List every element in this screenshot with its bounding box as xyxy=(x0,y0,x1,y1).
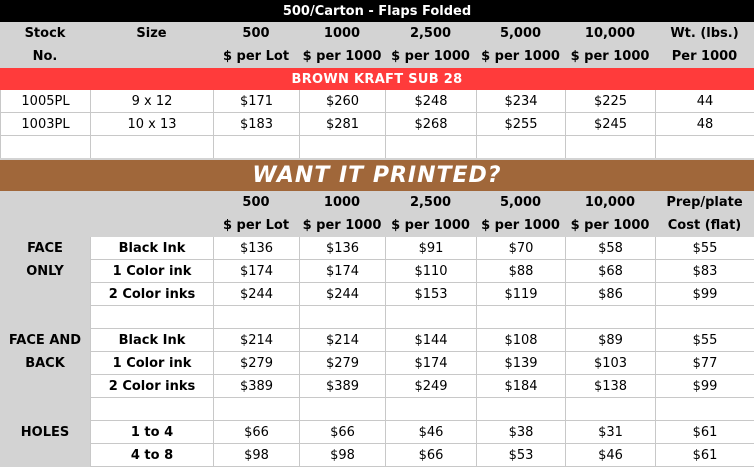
column-header: 1000 xyxy=(323,26,361,41)
table-cell: $86 xyxy=(565,283,655,306)
table-cell: $244 xyxy=(299,283,385,306)
top-header-row xyxy=(0,0,754,22)
table-cell: $66 xyxy=(213,421,299,444)
table-cell: $260 xyxy=(299,90,385,113)
empty-cell xyxy=(385,398,476,421)
ink-option: 4 to 8 xyxy=(90,444,213,467)
table-cell: $244 xyxy=(213,283,299,306)
column-header: Prep/plate xyxy=(666,195,743,210)
empty-cell xyxy=(565,398,655,421)
empty-cell xyxy=(299,306,385,329)
table-cell: $255 xyxy=(476,113,565,136)
column-header: Wt. (lbs.) xyxy=(670,26,739,41)
table-cell: $248 xyxy=(385,90,476,113)
table-cell: 44 xyxy=(655,90,754,113)
column-header: $ per 1000 xyxy=(570,218,650,233)
empty-cell xyxy=(385,306,476,329)
section-title: BROWN KRAFT SUB 28 xyxy=(0,68,754,90)
table-cell: $98 xyxy=(213,444,299,467)
table-cell: $108 xyxy=(476,329,565,352)
group-label xyxy=(0,444,90,467)
product-row xyxy=(0,90,754,113)
empty-cell xyxy=(213,136,299,159)
table-cell: $38 xyxy=(476,421,565,444)
print-row xyxy=(0,237,754,260)
empty-cell xyxy=(213,398,299,421)
column-header xyxy=(90,45,213,68)
table-cell: $138 xyxy=(565,375,655,398)
table-cell: $77 xyxy=(655,352,754,375)
column-header: 1000 xyxy=(323,195,361,210)
section-title-row xyxy=(0,68,754,90)
column-header: 500 xyxy=(242,26,270,41)
print-row xyxy=(0,329,754,352)
group-label: FACE xyxy=(27,241,63,256)
column-header xyxy=(0,214,90,237)
table-cell: $234 xyxy=(476,90,565,113)
table-cell: $110 xyxy=(385,260,476,283)
table-cell: $245 xyxy=(565,113,655,136)
table-cell: $268 xyxy=(385,113,476,136)
table-cell: $53 xyxy=(476,444,565,467)
table-cell: $55 xyxy=(655,237,754,260)
table-cell: $214 xyxy=(213,329,299,352)
group-label xyxy=(0,306,90,329)
table-cell: $389 xyxy=(299,375,385,398)
table-cell: $68 xyxy=(565,260,655,283)
ink-option: 2 Color inks xyxy=(90,283,213,306)
print-row xyxy=(0,444,754,467)
table-cell: $144 xyxy=(385,329,476,352)
table-cell: $174 xyxy=(385,352,476,375)
table-cell: $58 xyxy=(565,237,655,260)
table-cell: $31 xyxy=(565,421,655,444)
table-cell: $83 xyxy=(655,260,754,283)
empty-cell xyxy=(213,306,299,329)
column-header: $ per Lot xyxy=(222,49,290,64)
table-cell: $171 xyxy=(213,90,299,113)
empty-cell xyxy=(299,398,385,421)
column-header: $ per 1000 xyxy=(481,49,560,64)
table-cell: 10 x 13 xyxy=(90,113,213,136)
table-cell: $46 xyxy=(385,421,476,444)
ink-option: 1 Color ink xyxy=(90,352,213,375)
column-header xyxy=(90,191,213,214)
print-row xyxy=(0,260,754,283)
printed-banner-row xyxy=(0,160,754,191)
empty-cell xyxy=(476,398,565,421)
column-header: 2,500 xyxy=(409,195,452,210)
table-cell: 9 x 12 xyxy=(90,90,213,113)
table-cell: 1003PL xyxy=(0,113,90,136)
ink-option: Black Ink xyxy=(90,237,213,260)
column-header: 500 xyxy=(242,195,270,210)
table-cell: 1005PL xyxy=(0,90,90,113)
table-cell: $174 xyxy=(299,260,385,283)
column-header: $ per 1000 xyxy=(570,49,650,64)
table-cell: $389 xyxy=(213,375,299,398)
empty-cell xyxy=(90,306,213,329)
table-cell: $184 xyxy=(476,375,565,398)
table-cell: $214 xyxy=(299,329,385,352)
empty-cell xyxy=(655,398,754,421)
column-header: Cost (flat) xyxy=(667,218,742,233)
column-header: 10,000 xyxy=(584,26,636,41)
table-cell: $119 xyxy=(476,283,565,306)
table-cell: $61 xyxy=(655,421,754,444)
empty-cell xyxy=(299,136,385,159)
ink-option: Black Ink xyxy=(90,329,213,352)
column-header: 2,500 xyxy=(409,26,452,41)
empty-cell xyxy=(655,306,754,329)
empty-cell xyxy=(655,136,754,159)
column-header: $ per 1000 xyxy=(481,218,560,233)
printed-banner: WANT IT PRINTED? xyxy=(0,160,754,191)
group-label: FACE AND xyxy=(8,333,82,348)
ink-option: 2 Color inks xyxy=(90,375,213,398)
empty-cell xyxy=(565,136,655,159)
print-row xyxy=(0,375,754,398)
empty-cell xyxy=(90,398,213,421)
group-label xyxy=(0,398,90,421)
table-cell: $46 xyxy=(565,444,655,467)
table-cell: $139 xyxy=(476,352,565,375)
empty-cell xyxy=(476,306,565,329)
column-header: $ per 1000 xyxy=(302,218,382,233)
column-header: 5,000 xyxy=(499,26,542,41)
group-label xyxy=(0,375,90,398)
column-header: Per 1000 xyxy=(671,49,738,64)
column-header: 10,000 xyxy=(584,195,636,210)
table-cell: $103 xyxy=(565,352,655,375)
ink-option: 1 Color ink xyxy=(90,260,213,283)
column-header: $ per 1000 xyxy=(302,49,382,64)
table-cell: $99 xyxy=(655,283,754,306)
top-header: 500/Carton - Flaps Folded xyxy=(0,0,754,22)
table-cell: $136 xyxy=(299,237,385,260)
table-cell: $174 xyxy=(213,260,299,283)
empty-row xyxy=(0,136,754,159)
column-header-row xyxy=(0,214,754,237)
table-cell: $183 xyxy=(213,113,299,136)
ink-option: 1 to 4 xyxy=(90,421,213,444)
column-header: 5,000 xyxy=(499,195,542,210)
table-cell: $88 xyxy=(476,260,565,283)
product-row xyxy=(0,113,754,136)
empty-row xyxy=(0,306,754,329)
table-cell: $61 xyxy=(655,444,754,467)
table-cell: $136 xyxy=(213,237,299,260)
column-header-row xyxy=(0,22,754,45)
column-header: $ per Lot xyxy=(222,218,290,233)
print-row xyxy=(0,421,754,444)
empty-cell xyxy=(385,136,476,159)
empty-cell xyxy=(476,136,565,159)
table-cell: $70 xyxy=(476,237,565,260)
table-cell: $66 xyxy=(385,444,476,467)
column-header-row xyxy=(0,45,754,68)
group-label: BACK xyxy=(25,356,65,371)
empty-cell xyxy=(0,136,90,159)
column-header: $ per 1000 xyxy=(391,49,470,64)
column-header: Stock xyxy=(24,26,66,41)
column-header xyxy=(90,214,213,237)
table-cell: $91 xyxy=(385,237,476,260)
column-header-row xyxy=(0,191,754,214)
empty-cell xyxy=(90,136,213,159)
table-cell: $66 xyxy=(299,421,385,444)
column-header: $ per 1000 xyxy=(391,218,470,233)
column-header: No. xyxy=(32,49,58,64)
table-cell: $279 xyxy=(213,352,299,375)
empty-row xyxy=(0,398,754,421)
group-label: HOLES xyxy=(20,425,70,440)
table-cell: $279 xyxy=(299,352,385,375)
print-row xyxy=(0,352,754,375)
group-label xyxy=(0,283,90,306)
print-row xyxy=(0,283,754,306)
table-cell: $55 xyxy=(655,329,754,352)
table-cell: $89 xyxy=(565,329,655,352)
table-cell: $249 xyxy=(385,375,476,398)
empty-cell xyxy=(565,306,655,329)
table-cell: $98 xyxy=(299,444,385,467)
table-cell: $99 xyxy=(655,375,754,398)
table-cell: $225 xyxy=(565,90,655,113)
table-cell: 48 xyxy=(655,113,754,136)
column-header: Size xyxy=(136,26,167,41)
group-label: ONLY xyxy=(26,264,64,279)
table-cell: $153 xyxy=(385,283,476,306)
column-header xyxy=(0,191,90,214)
table-cell: $281 xyxy=(299,113,385,136)
